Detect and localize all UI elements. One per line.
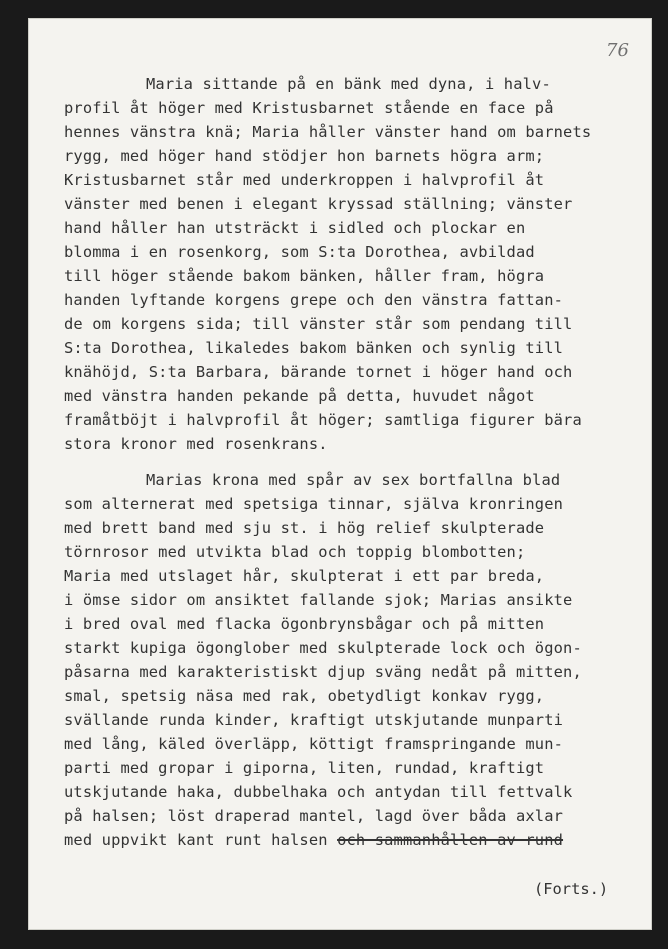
- text-line: med lång, käled överläpp, köttigt framspringande mun-: [64, 735, 564, 753]
- document-page: [28, 18, 652, 930]
- text-line: hennes vänstra knä; Maria håller vänster hand om barnets: [64, 123, 592, 141]
- text-line: törnrosor med utvikta blad och toppig blombotten;: [64, 543, 526, 561]
- text-line: S:ta Dorothea, likaledes bakom bänken och synlig till: [64, 339, 564, 357]
- text-line: parti med gropar i giporna, liten, rundad, kraftigt: [64, 759, 545, 777]
- text-line: i bred oval med flacka ögonbrynsbågar och på mitten: [64, 615, 545, 633]
- text-line: handen lyftande korgens grepe och den vänstra fattan-: [64, 291, 564, 309]
- text-line: svällande runda kinder, kraftigt utskjutande munparti: [64, 711, 564, 729]
- text-line: med vänstra handen pekande på detta, huvudet något: [64, 387, 535, 405]
- text-line: knähöjd, S:ta Barbara, bärande tornet i höger hand och: [64, 363, 573, 381]
- text-line: Kristusbarnet står med underkroppen i halvprofil åt: [64, 171, 545, 189]
- text-line: starkt kupiga ögonglober med skulpterade lock och ögon-: [64, 639, 582, 657]
- text-line: Maria med utslaget hår, skulpterat i ett par breda,: [64, 567, 545, 585]
- last-line-text: med uppvikt kant runt halsen: [64, 831, 338, 849]
- text-line: rygg, med höger hand stödjer hon barnets högra arm;: [64, 147, 545, 165]
- text-line: framåtböjt i halvprofil åt höger; samtliga figurer bära: [64, 411, 582, 429]
- text-line: på halsen; löst draperad mantel, lagd över båda axlar: [64, 807, 564, 825]
- text-line: utskjutande haka, dubbelhaka och antydan till fettvalk: [64, 783, 573, 801]
- text-line: påsarna med karakteristiskt djup sväng nedåt på mitten,: [64, 663, 582, 681]
- text-line: blomma i en rosenkorg, som S:ta Dorothea, avbildad: [64, 243, 535, 261]
- text-line: smal, spetsig näsa med rak, obetydligt konkav rygg,: [64, 687, 545, 705]
- text-line: stora kronor med rosenkrans.: [64, 435, 328, 453]
- text-line: Maria sittande på en bänk med dyna, i halv-: [146, 75, 551, 93]
- text-line: de om korgens sida; till vänster står som pendang till: [64, 315, 573, 333]
- struck-text: och sammanhållen av rund: [337, 831, 564, 849]
- text-line: profil åt höger med Kristusbarnet stående en face på: [64, 99, 554, 117]
- text-line-last: [64, 830, 563, 850]
- text-line: hand håller han utsträckt i sidled och plockar en: [64, 219, 526, 237]
- text-line: i ömse sidor om ansiktet fallande sjok; Marias ansikte: [64, 591, 573, 609]
- text-line: vänster med benen i elegant kryssad ställning; vänster: [64, 195, 573, 213]
- text-line: med brett band med sju st. i hög relief skulpterade: [64, 519, 545, 537]
- continued-label: (Forts.): [534, 880, 609, 898]
- text-line: som alternerat med spetsiga tinnar, själva kronringen: [64, 495, 564, 513]
- text-line: Marias krona med spår av sex bortfallna blad: [146, 471, 561, 489]
- handwritten-page-number: 76: [606, 40, 629, 61]
- text-line: till höger stående bakom bänken, håller fram, högra: [64, 267, 545, 285]
